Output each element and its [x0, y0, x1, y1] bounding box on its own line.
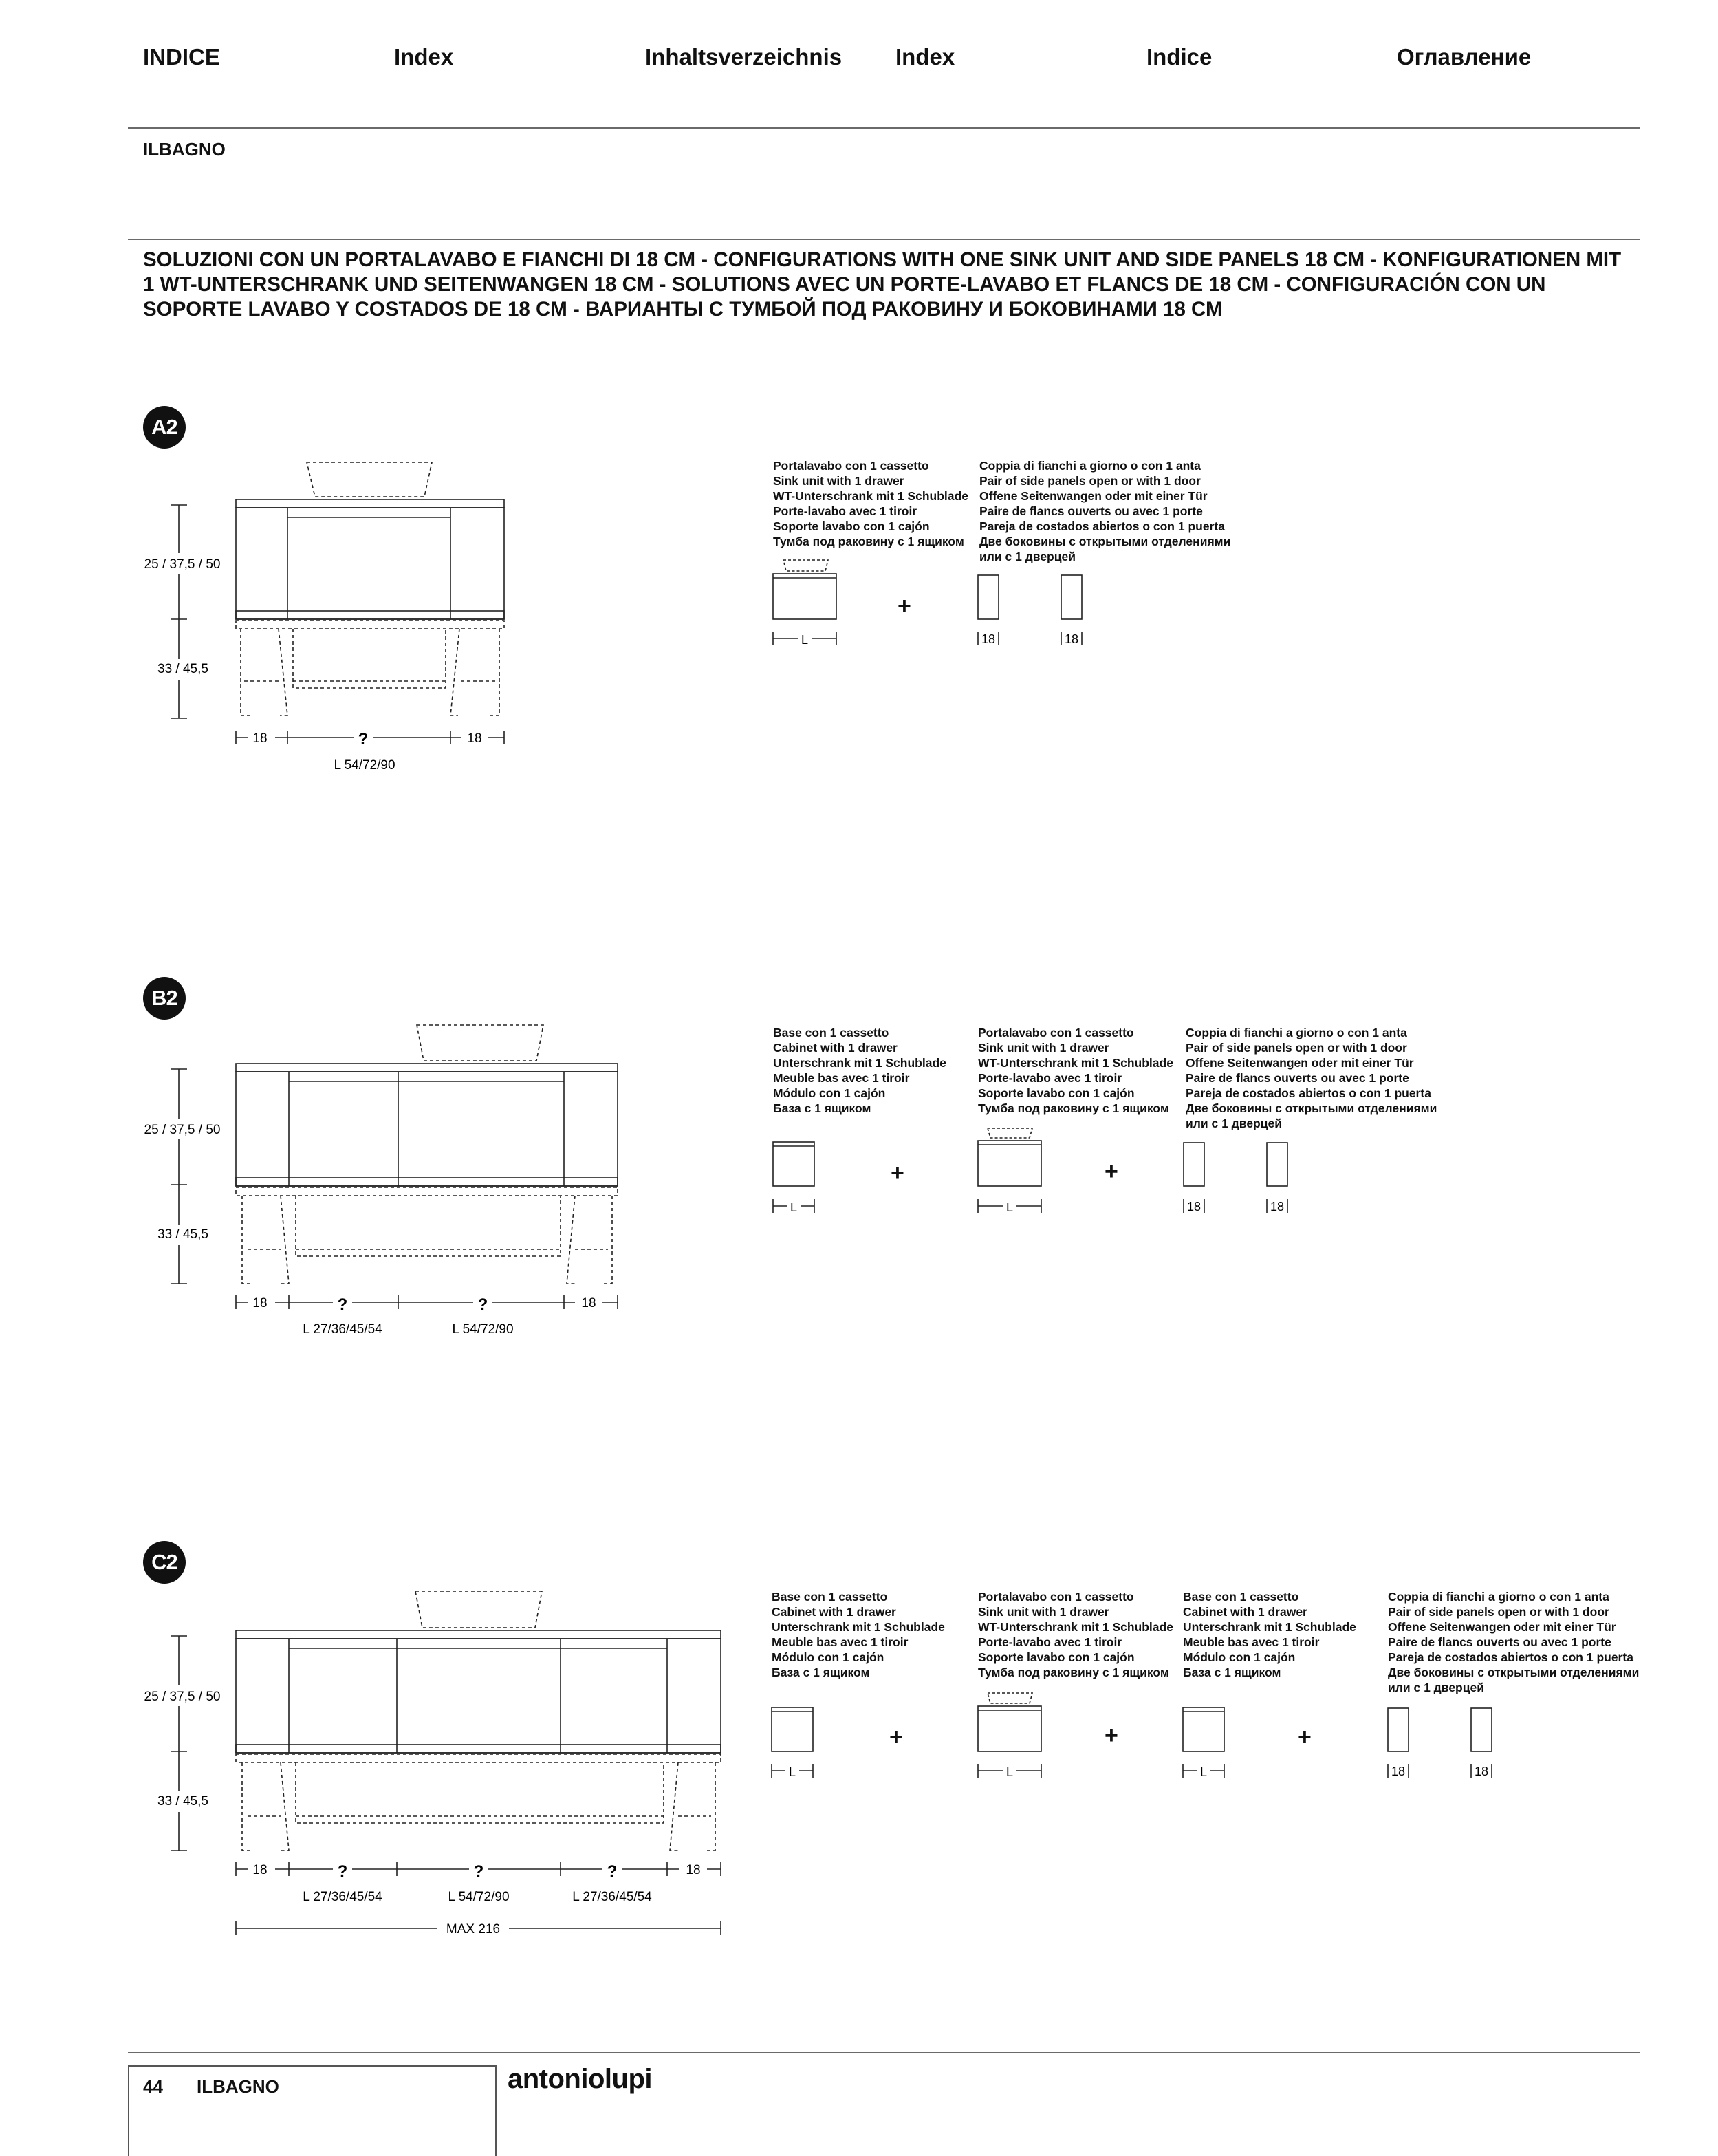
nav-indice[interactable]: INDICE — [143, 44, 220, 69]
brand-logo: antoniolupi — [508, 2064, 653, 2094]
c2-icon-side-2: 18 — [1474, 1765, 1489, 1778]
b2-sink-desc: Portalavabo con 1 cassetto Sink unit with 1 drawer WT-Unterschrank mit 1 Schublade Porte-lavabo avec 1 tiroir Soporte lavabo con 1 cajón Тумба под раковину с 1 ящиком — [978, 1026, 1173, 1115]
c2-sink-widths: L 54/72/90 — [448, 1890, 510, 1904]
a2-side-desc: Coppia di fianchi a giorno o con 1 anta Pair of side panels open or with 1 door Offene Seitenwangen oder mit einer Tür Paire de flancs ouverts ou avec 1 porte Pareja de costados abiertos o con 1 puerta Две боковины с открытыми отделениями или с 1 дверцей — [979, 459, 1231, 563]
c2-side-left: 18 — [252, 1863, 268, 1877]
b2-height-upper: 25 / 37,5 / 50 — [144, 1123, 221, 1137]
a2-sink-desc: Portalavabo con 1 cassetto Sink unit with 1 drawer WT-Unterschrank mit 1 Schublade Porte-lavabo avec 1 tiroir Soporte lavabo con 1 cajón Тумба под раковину с 1 ящиком — [773, 459, 968, 548]
c2-unknown-2: ? — [473, 1862, 484, 1881]
b2-icon-base-L: L — [790, 1200, 798, 1214]
b2-side-desc: Coppia di fianchi a giorno o con 1 anta Pair of side panels open or with 1 door Offene Seitenwangen oder mit einer Tür Paire de flancs ouverts ou avec 1 porte Pareja de costados abiertos o con 1 puerta Две боковины с открытыми отделениями или с 1 дверцей — [1186, 1026, 1437, 1130]
a2-side-right: 18 — [467, 731, 482, 746]
a2-side-left: 18 — [252, 731, 268, 746]
nav-inhaltsverzeichnis[interactable]: Inhaltsverzeichnis — [645, 44, 842, 69]
c2-module-icons — [763, 1685, 1520, 1789]
a2-unknown: ? — [358, 730, 369, 748]
a2-icon-side-2: 18 — [1064, 632, 1079, 646]
footer-divider — [128, 2052, 1640, 2053]
footer-box — [128, 2065, 497, 2156]
c2-icon-base2-L: L — [1199, 1765, 1208, 1779]
footer-family: ILBAGNO — [197, 2076, 279, 2097]
c2-unknown-1: ? — [337, 1862, 348, 1881]
page-headline: SOLUZIONI CON UN PORTALAVABO E FIANCHI DI 18 CM - CONFIGURATIONS WITH ONE SINK UNIT AND SIDE PANELS 18 CM - KONFIGURATIONEN MIT 1 WT-UNTERSCHRANK UND SEITENWANGEN 18 CM - SOLUTIONS AVEC UN PORTE-LAVABO ET FLANCS DE 18 CM - CONFIGURACIÓN CON UN SOPORTE LAVABO Y COSTADOS DE 18 CM - ВАРИАНТЫ С ТУМБОЙ ПОД РАКОВИНУ И БОКОВИНАМИ 18 СМ — [143, 248, 1622, 321]
nav-index-fr[interactable]: Index — [895, 44, 955, 69]
c2-base-desc-2: Base con 1 cassetto Cabinet with 1 drawer Unterschrank mit 1 Schublade Meuble bas avec 1 tiroir Módulo con 1 cajón База с 1 ящиком — [1183, 1590, 1356, 1679]
a2-sink-widths: L 54/72/90 — [334, 758, 395, 773]
b2-height-lower: 33 / 45,5 — [157, 1227, 208, 1242]
b2-icon-sink-L: L — [1005, 1200, 1014, 1214]
c2-sink-desc: Portalavabo con 1 cassetto Sink unit with 1 drawer WT-Unterschrank mit 1 Schublade Porte-lavabo avec 1 tiroir Soporte lavabo con 1 cajón Тумба под раковину с 1 ящиком — [978, 1590, 1173, 1679]
a2-height-lower: 33 / 45,5 — [157, 662, 208, 676]
page-number: 44 — [143, 2076, 163, 2097]
section-divider — [128, 239, 1640, 240]
b2-base-desc: Base con 1 cassetto Cabinet with 1 drawer Unterschrank mit 1 Schublade Meuble bas avec 1 tiroir Módulo con 1 cajón База с 1 ящиком — [773, 1026, 946, 1115]
c2-side-desc: Coppia di fianchi a giorno o con 1 anta Pair of side panels open or with 1 door Offene Seitenwangen oder mit einer Tür Paire de flancs ouverts ou avec 1 porte Pareja de costados abiertos o con 1 puerta Две боковины с открытыми отделениями или с 1 дверцей — [1388, 1590, 1640, 1694]
a2-icon-side-1: 18 — [981, 632, 996, 646]
b2-unknown-1: ? — [337, 1295, 348, 1314]
c2-base-widths-1: L 27/36/45/54 — [303, 1890, 382, 1904]
a2-icon-sink-L: L — [801, 633, 809, 647]
b2-side-right: 18 — [581, 1296, 596, 1311]
c2-icon-sink-L: L — [1005, 1765, 1014, 1779]
c2-plus-3: + — [1298, 1724, 1312, 1750]
badge-c2: C2 — [143, 1541, 186, 1584]
badge-b2: B2 — [143, 977, 186, 1020]
c2-icon-side-1: 18 — [1391, 1765, 1406, 1778]
family-title: ILBAGNO — [143, 139, 226, 160]
c2-plus-2: + — [1105, 1723, 1118, 1749]
a2-plus: + — [898, 593, 911, 619]
b2-module-icons — [763, 1121, 1314, 1218]
c2-max-width: MAX 216 — [446, 1922, 501, 1937]
c2-side-right: 18 — [686, 1863, 701, 1877]
a2-front-drawing — [131, 454, 523, 777]
b2-plus-1: + — [891, 1160, 904, 1186]
nav-indice-es[interactable]: Indice — [1146, 44, 1213, 69]
header-divider — [128, 127, 1640, 129]
c2-base-desc-1: Base con 1 cassetto Cabinet with 1 drawer Unterschrank mit 1 Schublade Meuble bas avec 1 tiroir Módulo con 1 cajón База с 1 ящиком — [772, 1590, 945, 1679]
c2-icon-base1-L: L — [788, 1765, 796, 1779]
badge-a2: A2 — [143, 406, 186, 449]
b2-side-left: 18 — [252, 1296, 268, 1311]
a2-height-upper: 25 / 37,5 / 50 — [144, 557, 221, 572]
c2-height-upper: 25 / 37,5 / 50 — [144, 1690, 221, 1704]
c2-height-lower: 33 / 45,5 — [157, 1794, 208, 1809]
b2-sink-widths: L 54/72/90 — [452, 1322, 514, 1337]
b2-unknown-2: ? — [477, 1295, 488, 1314]
c2-base-widths-2: L 27/36/45/54 — [572, 1890, 652, 1904]
b2-plus-2: + — [1105, 1158, 1118, 1185]
b2-front-drawing — [131, 1018, 633, 1348]
b2-icon-side-1: 18 — [1186, 1200, 1201, 1214]
b2-icon-side-2: 18 — [1270, 1200, 1285, 1214]
a2-module-icons — [763, 550, 1107, 654]
c2-front-drawing — [131, 1582, 736, 1954]
c2-plus-1: + — [889, 1724, 903, 1750]
nav-index-en[interactable]: Index — [394, 44, 454, 69]
c2-unknown-3: ? — [607, 1862, 618, 1881]
b2-base-widths: L 27/36/45/54 — [303, 1322, 382, 1337]
nav-oglavlenie[interactable]: Оглавление — [1397, 44, 1532, 69]
